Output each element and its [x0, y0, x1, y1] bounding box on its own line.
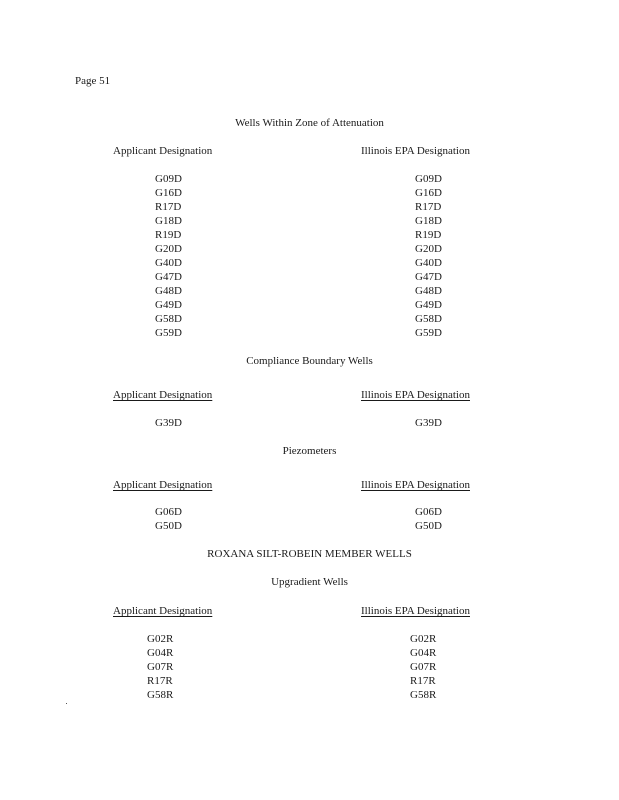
list-item: G58R	[147, 689, 174, 701]
illinois-epa-well-list	[415, 172, 442, 340]
list-item: G09D	[415, 173, 442, 185]
column-header-illinois-epa: Illinois EPA Designation	[361, 479, 470, 491]
column-header-illinois-epa: Illinois EPA Designation	[361, 145, 470, 157]
list-item: G58D	[155, 313, 182, 325]
list-item: G18D	[415, 215, 442, 227]
list-item: G07R	[147, 661, 174, 673]
page-number: Page 51	[75, 75, 111, 87]
list-item: G50D	[415, 520, 442, 532]
list-item: G49D	[415, 299, 442, 311]
list-item: G39D	[415, 417, 442, 429]
list-item: G16D	[155, 187, 182, 199]
column-header-applicant: Applicant Designation	[113, 479, 213, 491]
list-item: G58R	[410, 689, 437, 701]
section-title-piezometers: Piezometers	[282, 445, 337, 457]
scan-speck	[66, 703, 67, 704]
list-item: G48D	[415, 285, 442, 297]
column-header-illinois-epa: Illinois EPA Designation	[361, 605, 470, 617]
applicant-well-list	[155, 416, 182, 430]
list-item: R19D	[415, 229, 442, 241]
list-item: G59D	[415, 327, 442, 339]
column-header-applicant: Applicant Designation	[113, 145, 213, 157]
list-item: G58D	[415, 313, 442, 325]
illinois-epa-well-list	[410, 632, 436, 702]
column-header-illinois-epa: Illinois EPA Designation	[361, 389, 470, 401]
list-item: G02R	[147, 633, 174, 645]
section-title-compliance: Compliance Boundary Wells	[246, 355, 373, 367]
applicant-well-list	[147, 632, 173, 702]
list-item: R17D	[155, 201, 182, 213]
illinois-epa-well-list	[415, 416, 442, 430]
list-item: G59D	[155, 327, 182, 339]
list-item: G50D	[155, 520, 182, 532]
applicant-well-list	[155, 172, 182, 340]
applicant-well-list	[155, 505, 182, 533]
list-item: G40D	[415, 257, 442, 269]
list-item: G07R	[410, 661, 437, 673]
list-item: G04R	[147, 647, 174, 659]
list-item: G16D	[415, 187, 442, 199]
list-item: G04R	[410, 647, 437, 659]
column-header-applicant: Applicant Designation	[113, 389, 213, 401]
list-item: G18D	[155, 215, 182, 227]
list-item: R17R	[410, 675, 436, 687]
list-item: G48D	[155, 285, 182, 297]
list-item: G02R	[410, 633, 437, 645]
list-item: G20D	[155, 243, 182, 255]
list-item: G09D	[155, 173, 182, 185]
list-item: G20D	[415, 243, 442, 255]
illinois-epa-well-list	[415, 505, 442, 533]
list-item: G39D	[155, 417, 182, 429]
section-title-attenuation: Wells Within Zone of Attenuation	[235, 117, 384, 129]
section-title-upgradient: Upgradient Wells	[271, 576, 348, 588]
list-item: G06D	[415, 506, 442, 518]
list-item: R19D	[155, 229, 182, 241]
list-item: R17D	[415, 201, 442, 213]
list-item: G06D	[155, 506, 182, 518]
list-item: R17R	[147, 675, 173, 687]
list-item: G47D	[415, 271, 442, 283]
list-item: G40D	[155, 257, 182, 269]
roxana-section-title: ROXANA SILT-ROBEIN MEMBER WELLS	[207, 548, 412, 560]
list-item: G49D	[155, 299, 182, 311]
column-header-applicant: Applicant Designation	[113, 605, 213, 617]
list-item: G47D	[155, 271, 182, 283]
